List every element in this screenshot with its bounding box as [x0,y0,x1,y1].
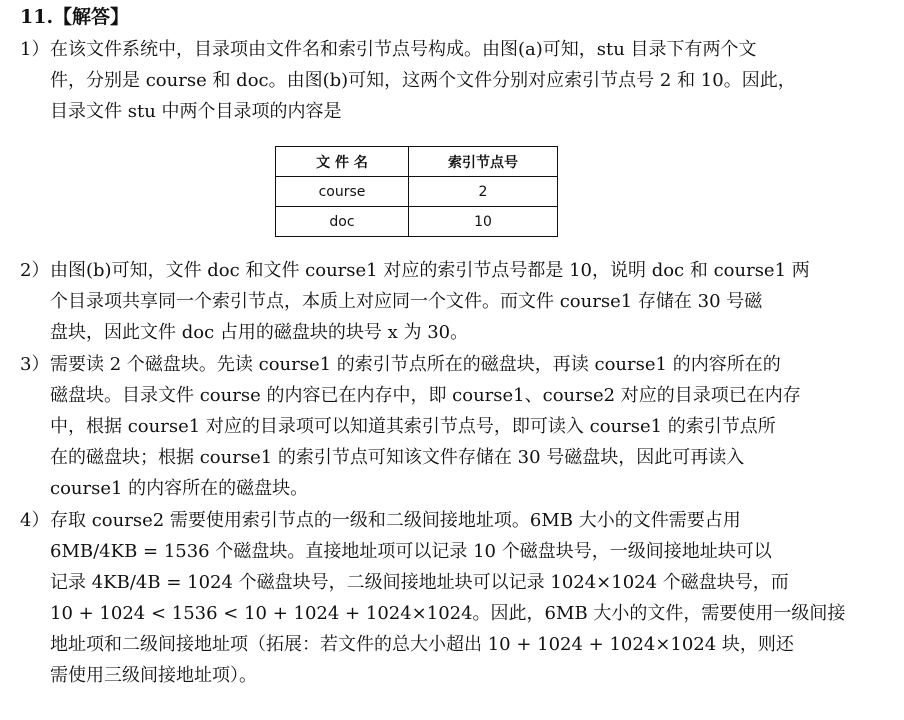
answer-text-line: 记录 4KB/4B = 1024 个磁盘块号，二级间接地址块可以记录 1024×1024 个磁盘块号，而 [50,572,789,593]
answer-text-line: 个目录项共享同一个索引节点，本质上对应同一个文件。而文件 course1 存储在 30 号磁 [50,291,763,312]
answer-text-line: 存取 course2 需要使用索引节点的一级和二级间接地址项。6MB 大小的文件需要占用 [50,510,741,531]
answer-text-line: 需使用三级间接地址项）。 [50,665,257,686]
table-row [276,177,558,207]
answer-text-line: 10 + 1024 < 1536 < 10 + 1024 + 1024×1024。因此，6MB 大小的文件，需要使用一级间接 [50,603,846,624]
answer-text-line: 件，分别是 course 和 doc。由图(b)可知，这两个文件分别对应索引节点号 2 和 10。因此， [50,70,796,91]
answer-1 [20,34,868,127]
table-cell-inode: 2 [409,177,558,207]
answer-text-line: 地址项和二级间接地址项（拓展：若文件的总大小超出 10 + 1024 + 1024×1024 块，则还 [50,634,794,655]
answer-text-line: 磁盘块。目录文件 course 的内容已在内存中，即 course1、course2 对应的目录项已在内存 [50,385,801,406]
answer-number: 1） [20,39,50,60]
table-cell-inode: 10 [409,207,558,237]
answer-text-line: 6MB/4KB = 1536 个磁盘块。直接地址项可以记录 10 个磁盘块号，一级间接地址块可以 [50,541,772,562]
directory-entry-table [275,146,558,237]
answer-text-line: 由图(b)可知，文件 doc 和文件 course1 对应的索引节点号都是 10，说明 doc 和 course1 两 [50,260,810,281]
answer-number: 3） [20,354,50,375]
answer-text-line: 盘块，因此文件 doc 占用的磁盘块的块号 x 为 30。 [50,322,469,343]
answer-text-line: 在的磁盘块；根据 course1 的索引节点可知该文件存储在 30 号磁盘块，因此可再读入 [50,447,745,468]
answer-3 [20,349,868,504]
answer-text-line: 中，根据 course1 对应的目录项可以知道其索引节点号，即可读入 course1 的索引节点所 [50,416,776,437]
column-header-inode: 索引节点号 [409,147,558,177]
answer-title: 11.【解答】 [20,6,130,28]
answer-number: 2） [20,260,50,281]
answer-4 [20,505,868,691]
answer-text-line: 目录文件 stu 中两个目录项的内容是 [50,101,342,122]
answer-2 [20,255,868,348]
answer-text-line: course1 的内容所在的磁盘块。 [50,478,309,499]
table-row [276,207,558,237]
answer-text-line: 在该文件系统中，目录项由文件名和索引节点号构成。由图(a)可知，stu 目录下有两个文 [50,39,757,60]
table-cell-filename: course [276,177,409,207]
answer-text-line: 需要读 2 个磁盘块。先读 course1 的索引节点所在的磁盘块，再读 course1 的内容所在的 [50,354,781,375]
answer-number: 4） [20,510,50,531]
column-header-filename: 文 件 名 [276,147,409,177]
table-header-row [276,147,558,177]
table-cell-filename: doc [276,207,409,237]
